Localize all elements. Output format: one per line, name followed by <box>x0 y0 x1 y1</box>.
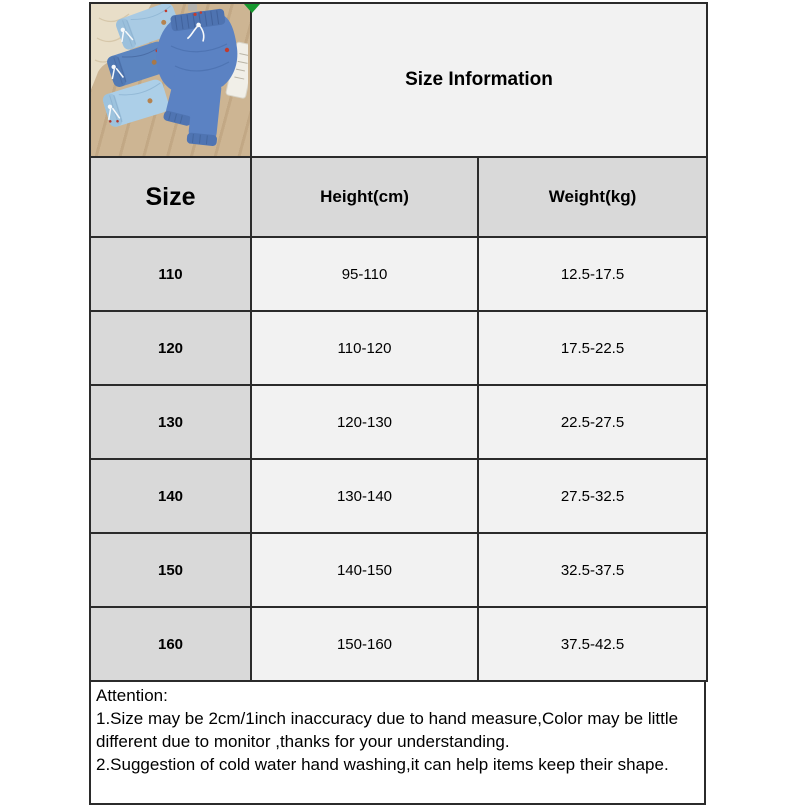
table-row <box>90 237 707 311</box>
size-table <box>89 2 708 682</box>
column-header-height: Height(cm) <box>251 157 478 237</box>
weight-cell: 17.5-22.5 <box>478 311 707 385</box>
page-title: Size Information <box>405 69 553 90</box>
column-header-weight: Weight(kg) <box>478 157 707 237</box>
table-row <box>90 459 707 533</box>
title-cell <box>251 3 707 157</box>
column-header-size: Size <box>90 157 251 237</box>
table-row <box>90 533 707 607</box>
height-cell: 95-110 <box>251 237 478 311</box>
top-row <box>90 3 707 157</box>
size-cell: 150 <box>90 533 251 607</box>
weight-cell: 37.5-42.5 <box>478 607 707 681</box>
attention-note-2: 2.Suggestion of cold water hand washing,it can help items keep their shape. <box>96 755 669 774</box>
size-cell: 120 <box>90 311 251 385</box>
product-photo-illustration <box>91 4 248 156</box>
weight-cell: 22.5-27.5 <box>478 385 707 459</box>
attention-heading: Attention: <box>96 686 168 705</box>
weight-cell: 32.5-37.5 <box>478 533 707 607</box>
weight-cell: 27.5-32.5 <box>478 459 707 533</box>
size-chart <box>89 2 706 805</box>
product-photo <box>90 3 251 157</box>
table-row <box>90 385 707 459</box>
height-cell: 150-160 <box>251 607 478 681</box>
size-cell: 130 <box>90 385 251 459</box>
height-cell: 130-140 <box>251 459 478 533</box>
size-cell: 160 <box>90 607 251 681</box>
attention-note-1: 1.Size may be 2cm/1inch inaccuracy due to hand measure,Color may be little different due to monitor ,thanks for your understanding. <box>96 709 679 751</box>
table-row <box>90 311 707 385</box>
table-row <box>90 607 707 681</box>
attention-box <box>89 680 706 805</box>
weight-cell: 12.5-17.5 <box>478 237 707 311</box>
green-corner-flag-icon <box>244 4 260 13</box>
size-cell: 110 <box>90 237 251 311</box>
height-cell: 110-120 <box>251 311 478 385</box>
table-header-row <box>90 157 707 237</box>
height-cell: 140-150 <box>251 533 478 607</box>
height-cell: 120-130 <box>251 385 478 459</box>
size-cell: 140 <box>90 459 251 533</box>
